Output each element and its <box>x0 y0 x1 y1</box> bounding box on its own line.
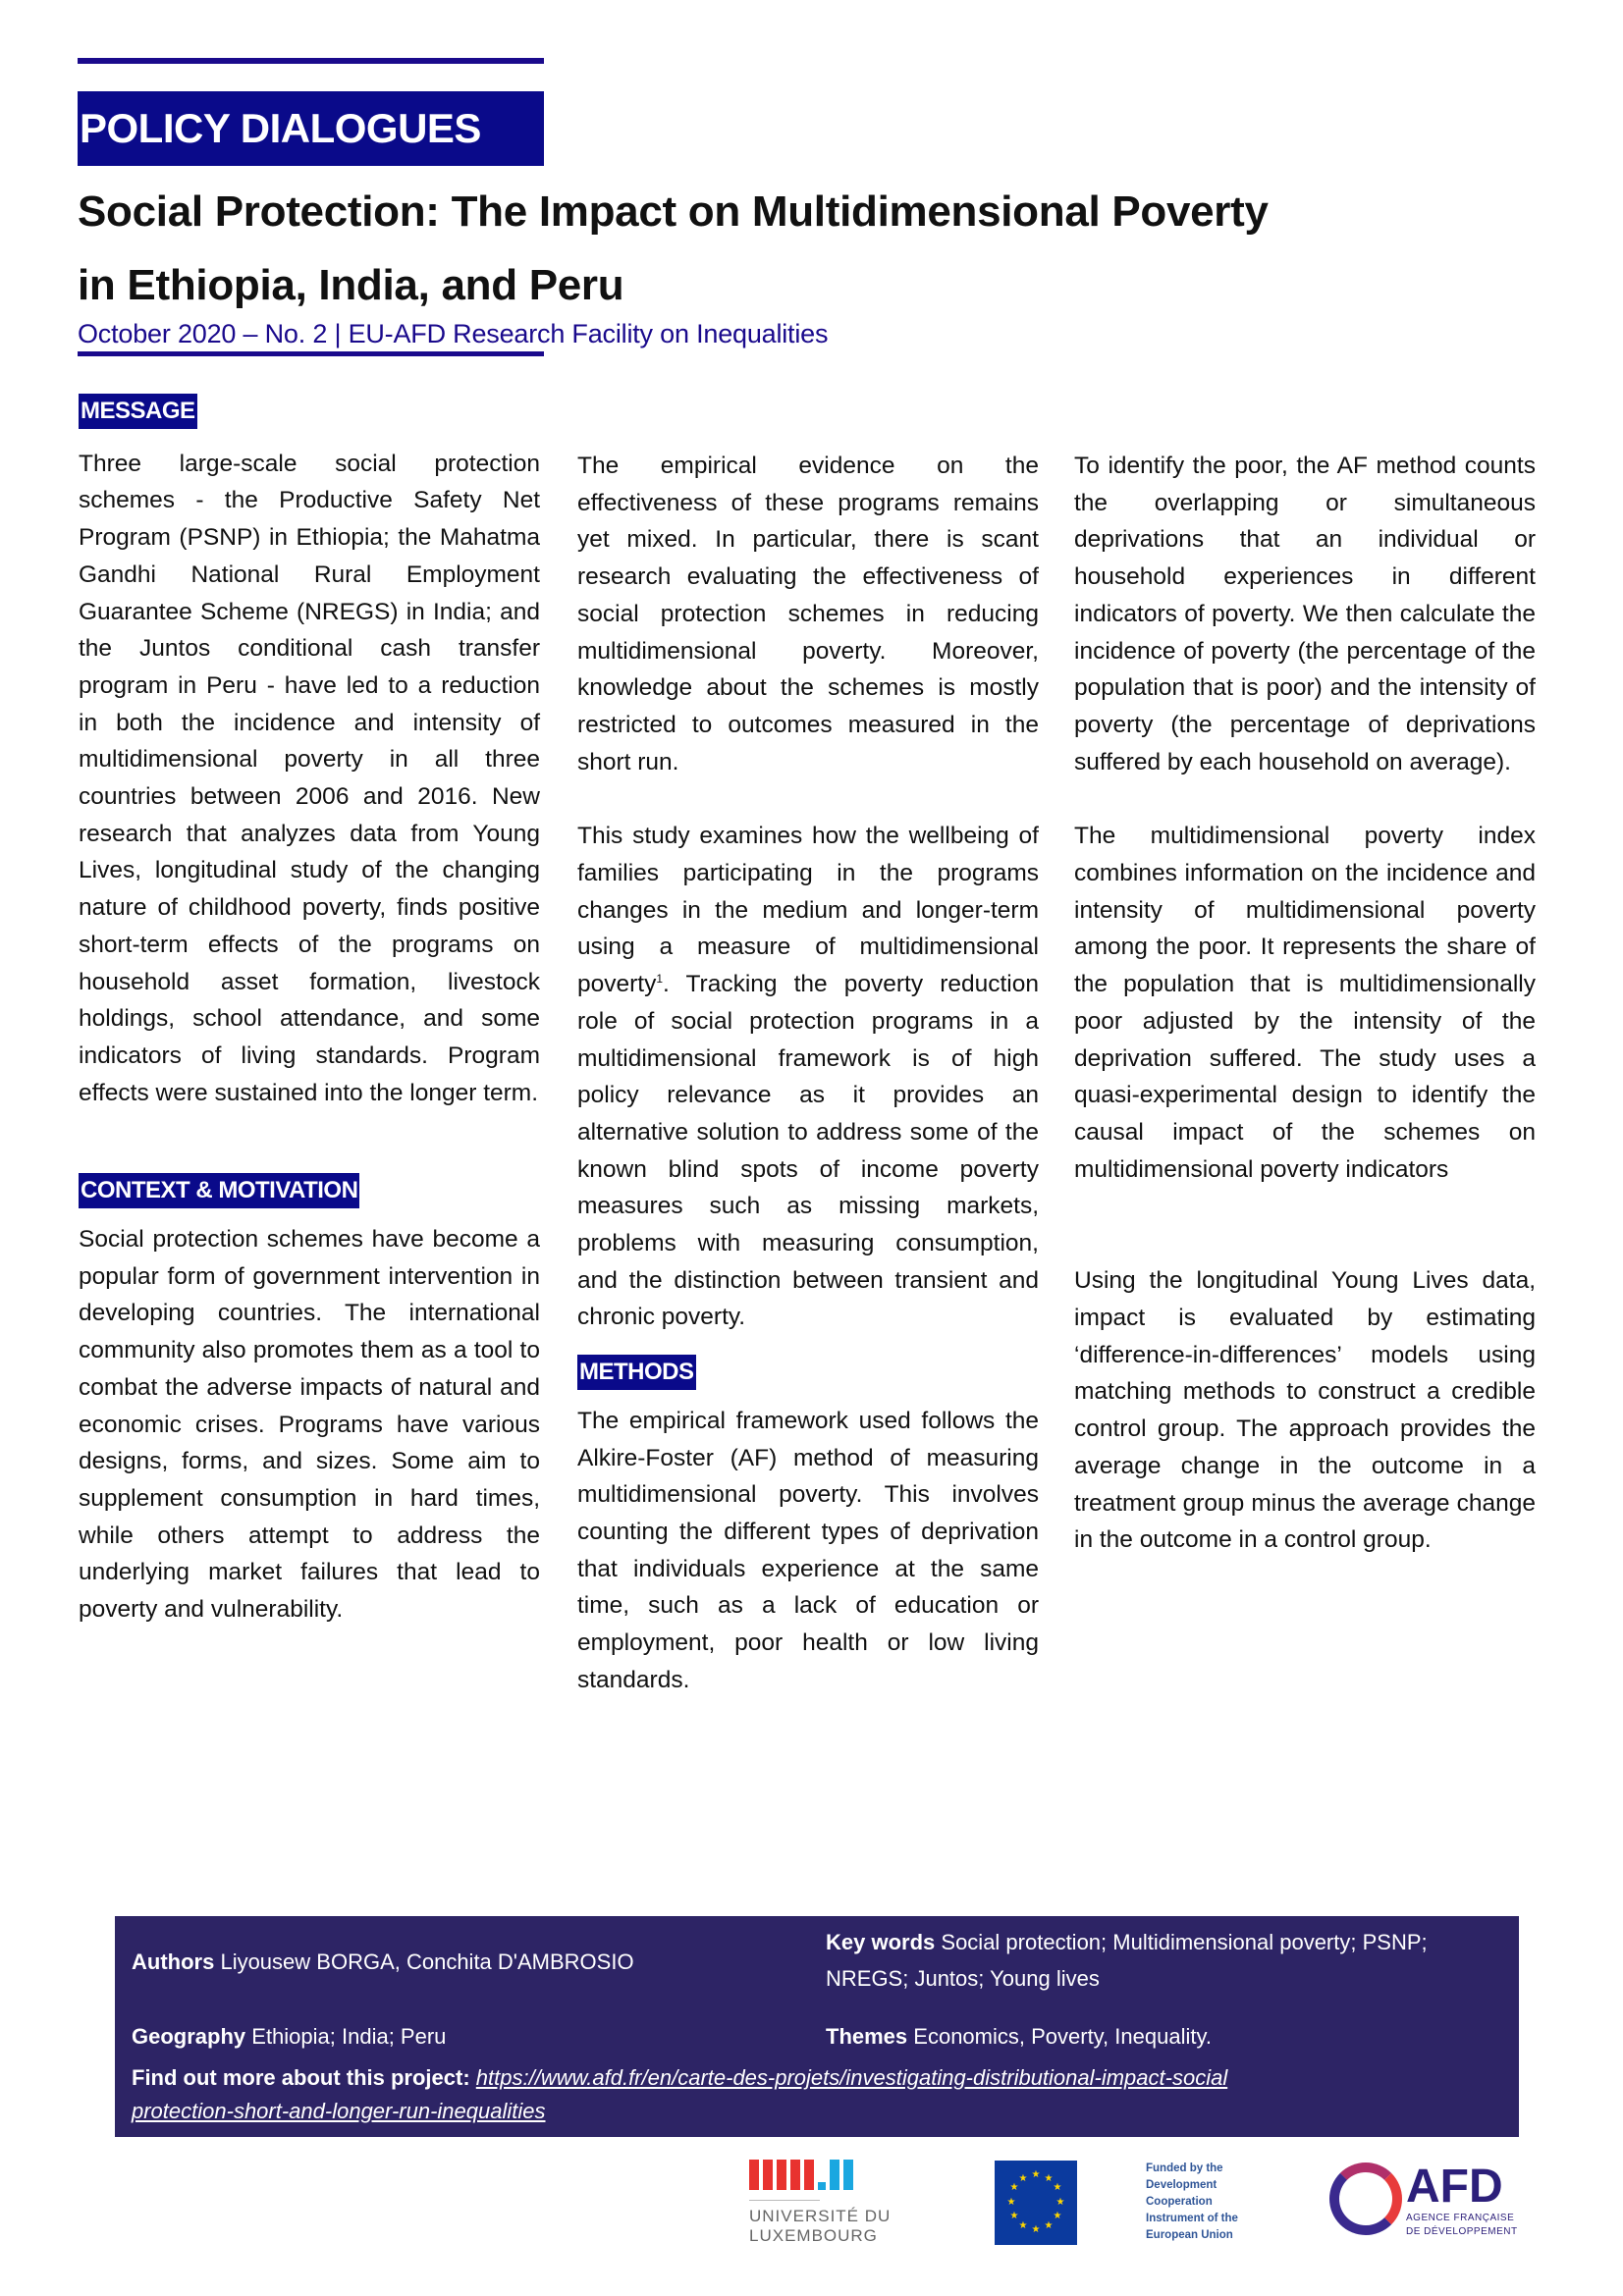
authors-label: Authors <box>132 1949 215 1974</box>
project-link-line-2[interactable]: protection-short-and-longer-run-inequalities <box>132 2099 546 2123</box>
page-title <box>78 175 1570 322</box>
svg-text:★: ★ <box>1018 2220 1028 2231</box>
keywords-field <box>826 1924 1503 1997</box>
top-rule <box>78 58 544 64</box>
project-link-line-1[interactable]: https://www.afd.fr/en/carte-des-projets/investigating-distributional-impact-social <box>475 2065 1228 2090</box>
svg-text:★: ★ <box>1009 2211 1019 2221</box>
message-text-1: Three large-scale social protection schemes - the Productive Safety Net Program (PSNP) in Ethiopia; the Mahatma Gandhi National Rural Employment Guarantee Scheme (NREGS) in India; and the Juntos conditional cash transfer program in Peru - have led to a reduction in both the incidence and intensity of multidimensional poverty in all three countries between 2006 and 2016. <box>79 450 540 811</box>
afd-subtitle-line-2: DE DÉVELOPPEMENT <box>1406 2226 1518 2237</box>
title-line-2: in Ethiopia, India, and Peru <box>78 261 624 309</box>
project-info-box <box>115 1916 1519 2137</box>
geography-value: Ethiopia; India; Peru <box>251 2024 447 2049</box>
themes-label: Themes <box>826 2024 908 2049</box>
afd-subtitle-line-1: AGENCE FRANÇAISE <box>1406 2213 1515 2223</box>
afd-ring-icon <box>1329 2163 1402 2235</box>
themes-value: Economics, Poverty, Inequality. <box>913 2024 1212 2049</box>
university-name-line-1: UNIVERSITÉ DU <box>749 2207 892 2225</box>
eu-text-line-2: Development <box>1146 2179 1217 2191</box>
university-name-line-2: LUXEMBOURG <box>749 2226 878 2245</box>
title-line-1: Social Protection: The Impact on Multidimensional Poverty <box>78 187 1269 236</box>
svg-text:★: ★ <box>1053 2211 1062 2221</box>
university-luxembourg-logo <box>749 2160 891 2246</box>
methods-paragraph-4: Using the longitudinal Young Lives data, impact is evaluated by estimating ‘difference-in-differences’ models using matching methods to construct a credible control group. The approach provides the average change in the outcome in a treatment group minus the average change in the outcome in a control group. <box>1074 1267 1536 1554</box>
keywords-value: Social protection; Multidimensional poverty; PSNP; NREGS; Juntos; Young lives <box>826 1930 1428 1991</box>
methods-paragraph-2: To identify the poor, the AF method counts the overlapping or simultaneous deprivations that an individual or household experiences in different indicators of poverty. We then calculate the incidence of poverty (the percentage of the population that is poor) and the intensity of poverty (the percentage of deprivations suffered by each household on average). <box>1074 453 1536 775</box>
methods-paragraph-3: The multidimensional poverty index combines information on the incidence and intensity of multidimensional poverty among the poor. It represents the share of the population that is multidimensionally poor adjusted by the intensity of the deprivation suffered. The study uses a quasi-experimental design to identify the causal impact of the schemes on multidimensional poverty indicators <box>1074 823 1536 1183</box>
svg-text:★: ★ <box>1031 2224 1041 2235</box>
afd-logo-subtitle <box>1406 2212 1518 2239</box>
context-text-3a: This study examines how the wellbeing of families participating in the programs changes in the medium and longer-term using a measure of multidimensional poverty <box>577 823 1039 998</box>
svg-text:★: ★ <box>1031 2169 1041 2180</box>
context-text-3b: . Tracking the poverty reduction role of social protection programs in a multidimensional framework is of high policy relevance as it provides an alternative solution to address some of the known blind spots of income poverty measures such as missing markets, problems with measuring consumption, and the distinction between transient and chronic poverty. <box>577 971 1039 1331</box>
column-3 <box>1074 448 1536 1559</box>
svg-text:★: ★ <box>1053 2182 1062 2193</box>
series-banner: POLICY DIALOGUES <box>78 91 544 166</box>
message-paragraph <box>79 446 540 1112</box>
afd-logo-text: AFD <box>1406 2161 1503 2213</box>
geography-label: Geography <box>132 2024 246 2049</box>
svg-text:★: ★ <box>1044 2173 1054 2184</box>
message-text-3: Program effects were sustained into the longer term. <box>79 1041 540 1106</box>
authors-value: Liyousew BORGA, Conchita D'AMBROSIO <box>220 1949 634 1974</box>
column-2 <box>577 448 1039 1699</box>
authors-field <box>132 1944 634 1980</box>
find-out-more-label: Find out more about this project: <box>132 2065 470 2090</box>
methods-paragraph-1: The empirical framework used follows the Alkire-Foster (AF) method of measuring multidimensional poverty. This involves counting the different types of deprivation that individuals experience at the same time, such as a lack of education or employment, poor health or low living standards. <box>577 1407 1039 1693</box>
context-paragraph-2: The empirical evidence on the effectiveness of these programs remains yet mixed. In particular, there is scant research evaluating the effectiveness of social protection schemes in reducing multidimensional poverty. Moreover, knowledge about the schemes is mostly restricted to outcomes measured in the short run. <box>577 453 1039 775</box>
footnote-marker: 1 <box>656 971 664 986</box>
context-paragraph-3 <box>577 818 1039 1336</box>
eu-text-line-4: Instrument of the <box>1146 2213 1238 2224</box>
find-out-more-field <box>132 2061 1506 2128</box>
eu-flag-icon <box>995 2161 1077 2245</box>
issue-subtitle: October 2020 – No. 2 | EU-AFD Research Facility on Inequalities <box>78 319 829 348</box>
university-bars-icon <box>749 2160 891 2190</box>
svg-text:★: ★ <box>1055 2197 1065 2208</box>
section-heading-context: CONTEXT & MOTIVATION <box>79 1173 359 1208</box>
eu-text-line-3: Cooperation <box>1146 2196 1213 2208</box>
subtitle-rule <box>78 351 544 356</box>
context-paragraph-1: Social protection schemes have become a popular form of government intervention in developing countries. The international community also promotes them as a tool to combat the adverse impacts of natural and economic crises. Programs have various designs, forms, and sizes. Some aim to supplement consumption in hard times, while others attempt to address the underlying market failures that lead to poverty and vulnerability. <box>79 1226 540 1624</box>
geography-field <box>132 2018 446 2055</box>
section-heading-methods: METHODS <box>577 1355 696 1390</box>
svg-text:★: ★ <box>1018 2173 1028 2184</box>
eu-text-line-1: Funded by the <box>1146 2163 1223 2174</box>
svg-text:★: ★ <box>1009 2182 1019 2193</box>
column-1 <box>79 393 540 1629</box>
keywords-label: Key words <box>826 1930 936 1954</box>
themes-field <box>826 2018 1212 2055</box>
eu-funding-text <box>1146 2161 1238 2244</box>
svg-text:★: ★ <box>1044 2220 1054 2231</box>
eu-text-line-5: European Union <box>1146 2229 1233 2241</box>
svg-text:★: ★ <box>1006 2197 1016 2208</box>
section-heading-message: MESSAGE <box>79 394 197 429</box>
message-text-2: New research that analyzes data from Young Lives, longitudinal study of the changing nature of childhood poverty, finds positive short-term effects of the programs on household asset formation, livestock holdings, school attendance, and some indicators of living standards. <box>79 783 540 1069</box>
